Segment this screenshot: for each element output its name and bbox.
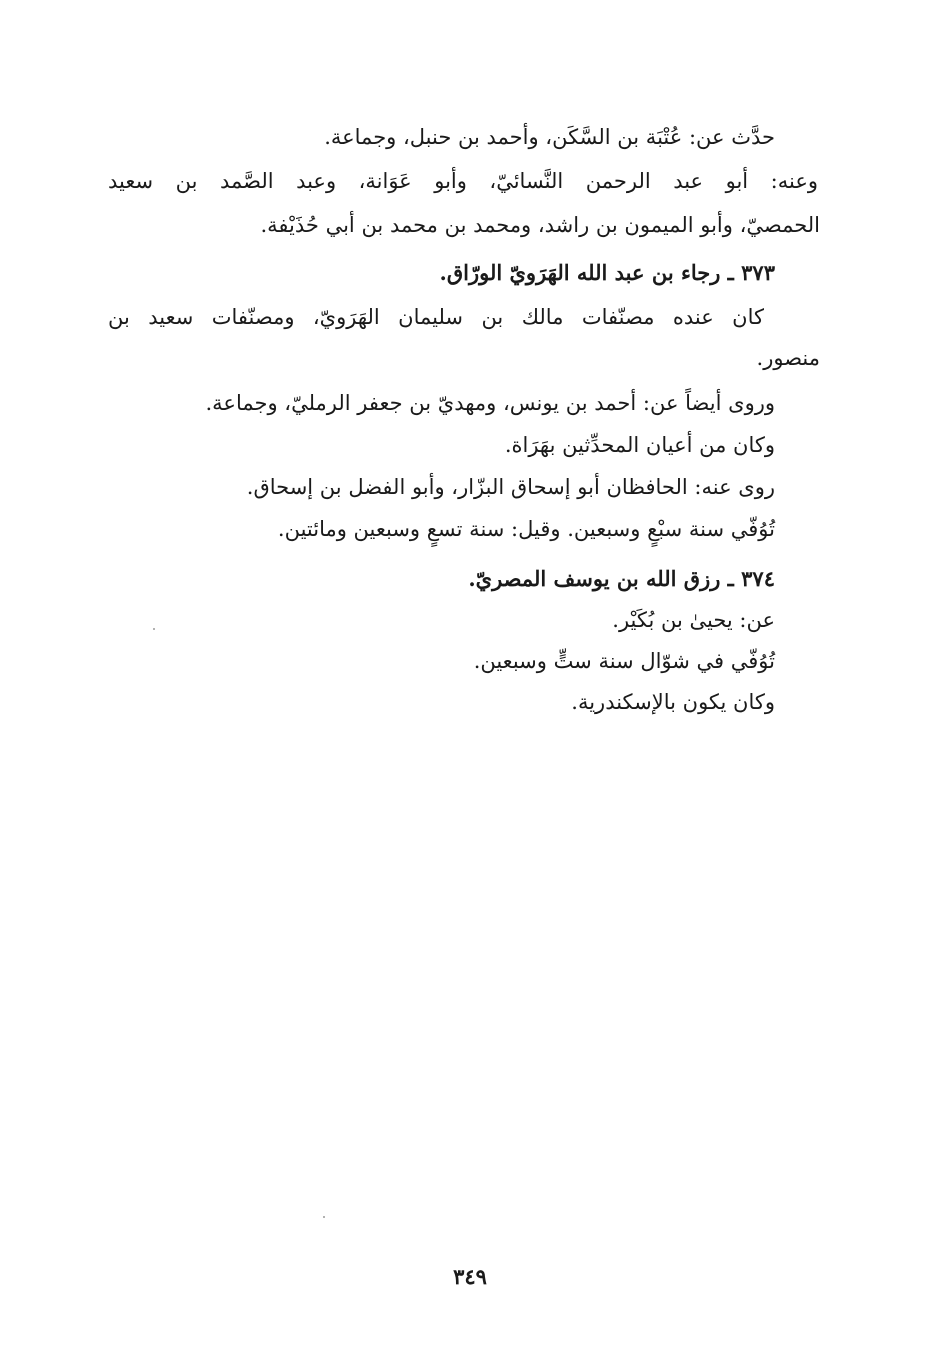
text-line-14: وكان يكون بالإسكندرية.: [571, 690, 775, 714]
page-number: ٣٤٩: [453, 1264, 487, 1289]
text-line-3: الحمصيّ، وأبو الميمون بن راشد، ومحمد بن محمد بن أبي حُذَيْفة.: [260, 213, 820, 237]
entry-heading-373: ٣٧٣ ـ رجاء بن عبد الله الهَرَويّ الورّاق.: [439, 260, 775, 285]
text-line-2: وعنه: أبو عبد الرحمن النَّسائيّ، وأبو عَوَانة، وعبد الصَّمد بن سعيد: [108, 169, 818, 193]
text-line-5: كان عنده مصنّفات مالك بن سليمان الهَرَويّ، ومصنّفات سعيد بن: [108, 305, 764, 329]
scan-speck: [153, 628, 155, 630]
entry-heading-374: ٣٧٤ ـ رزق الله بن يوسف المصريّ.: [468, 566, 775, 591]
text-line-7: وروى أيضاً عن: أحمد بن يونس، ومهديّ بن جعفر الرمليّ، وجماعة.: [205, 391, 775, 415]
text-line-10: تُوُفّي سنة سبْعٍ وسبعين. وقيل: سنة تسعٍ وسبعين ومائتين.: [277, 517, 775, 541]
text-line-1: حدَّث عن: عُتْبَة بن السَّكَن، وأحمد بن حنبل، وجماعة.: [324, 125, 775, 149]
text-line-9: روى عنه: الحافظان أبو إسحاق البزّار، وأبو الفضل بن إسحاق.: [246, 475, 775, 499]
text-line-6: منصور.: [756, 346, 820, 370]
text-line-8: وكان من أعيان المحدِّثين بهَرَاة.: [504, 433, 775, 457]
text-line-13: تُوُفّي في شوّال سنة ستٍّ وسبعين.: [473, 649, 775, 673]
scan-speck: [323, 1216, 325, 1218]
text-line-12: عن: يحيىٰ بن بُكَيْر.: [612, 608, 775, 632]
